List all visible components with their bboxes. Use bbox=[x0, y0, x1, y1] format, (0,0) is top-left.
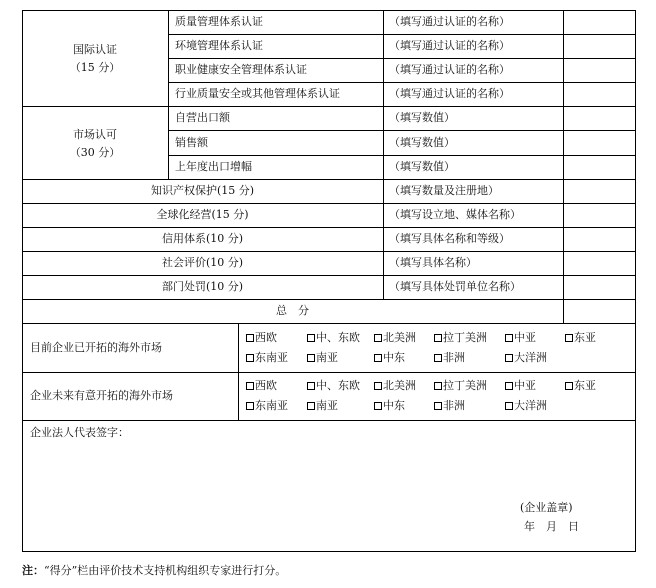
note-prefix: 注： bbox=[22, 564, 44, 577]
criterion-fill: （填写设立地、媒体名称） bbox=[389, 208, 521, 221]
current-markets-label: 目前企业已开拓的海外市场 bbox=[30, 341, 162, 354]
intl-cert-score: （15 分） bbox=[69, 61, 121, 74]
checkbox[interactable] bbox=[307, 382, 315, 390]
col-divider bbox=[168, 10, 169, 179]
footnote bbox=[22, 562, 286, 578]
row-divider bbox=[22, 203, 636, 204]
option-label: 非洲 bbox=[443, 351, 465, 364]
row-divider bbox=[168, 155, 636, 156]
market-option[interactable] bbox=[434, 379, 487, 393]
row-divider bbox=[22, 372, 636, 373]
criterion-label: 社会评价(10 分) bbox=[161, 256, 244, 269]
intl-cert-item: 质量管理体系认证 bbox=[175, 15, 263, 28]
option-label: 中东 bbox=[383, 351, 405, 364]
market-option[interactable] bbox=[374, 399, 405, 413]
market-option[interactable] bbox=[565, 379, 596, 393]
date-label[interactable]: 年 月 日 bbox=[524, 520, 579, 533]
checkbox[interactable] bbox=[307, 334, 315, 342]
intl-cert-item: 职业健康安全管理体系认证 bbox=[175, 63, 307, 76]
intl-cert-label: 国际认证 bbox=[73, 43, 117, 56]
market-recog-fill: （填写数值） bbox=[389, 111, 455, 124]
market-option[interactable] bbox=[505, 379, 536, 393]
option-label: 非洲 bbox=[443, 399, 465, 412]
checkbox[interactable] bbox=[307, 402, 315, 410]
market-option[interactable] bbox=[434, 351, 465, 365]
market-recog-label: 市场认可 bbox=[73, 128, 117, 141]
checkbox[interactable] bbox=[505, 402, 513, 410]
market-option[interactable] bbox=[434, 399, 465, 413]
option-label: 中、东欧 bbox=[316, 331, 360, 344]
intl-cert-fill: （填写通过认证的名称） bbox=[389, 15, 510, 28]
col-divider bbox=[238, 323, 239, 420]
criterion-label: 部门处罚(10 分) bbox=[161, 280, 244, 293]
col-divider bbox=[383, 10, 384, 299]
market-option[interactable] bbox=[374, 379, 416, 393]
option-label: 大洋洲 bbox=[514, 351, 547, 364]
intl-cert-item: 环境管理体系认证 bbox=[175, 39, 263, 52]
market-option[interactable] bbox=[307, 351, 338, 365]
row-divider bbox=[22, 420, 636, 421]
market-option[interactable] bbox=[246, 351, 288, 365]
row-divider bbox=[22, 275, 636, 276]
market-option[interactable] bbox=[565, 331, 596, 345]
market-recog-score: （30 分） bbox=[69, 146, 121, 159]
row-divider bbox=[22, 106, 636, 107]
future-markets-label: 企业未来有意开拓的海外市场 bbox=[30, 389, 173, 402]
checkbox[interactable] bbox=[374, 354, 382, 362]
market-option[interactable] bbox=[307, 379, 360, 393]
row-divider bbox=[22, 299, 636, 300]
criterion-label: 信用体系(10 分) bbox=[161, 232, 244, 245]
market-option[interactable] bbox=[246, 379, 277, 393]
option-label: 中东 bbox=[383, 399, 405, 412]
row-divider bbox=[168, 58, 636, 59]
checkbox[interactable] bbox=[374, 402, 382, 410]
criterion-fill: （填写具体名称） bbox=[389, 256, 477, 269]
criterion-fill: （填写数量及注册地） bbox=[389, 184, 499, 197]
market-option[interactable] bbox=[505, 351, 547, 365]
market-option[interactable] bbox=[505, 331, 536, 345]
checkbox[interactable] bbox=[505, 334, 513, 342]
option-label: 中、东欧 bbox=[316, 379, 360, 392]
market-option[interactable] bbox=[374, 331, 416, 345]
checkbox[interactable] bbox=[246, 382, 254, 390]
market-option[interactable] bbox=[246, 399, 288, 413]
row-divider bbox=[22, 251, 636, 252]
option-label: 南亚 bbox=[316, 399, 338, 412]
option-label: 拉丁美洲 bbox=[443, 331, 487, 344]
market-option[interactable] bbox=[307, 399, 338, 413]
market-recog-fill: （填写数值） bbox=[389, 136, 455, 149]
seal-label: (企业盖章) bbox=[520, 501, 573, 514]
option-label: 东南亚 bbox=[255, 399, 288, 412]
market-recog-item: 自营出口额 bbox=[175, 111, 230, 124]
option-label: 东亚 bbox=[574, 331, 596, 344]
market-recog-item: 上年度出口增幅 bbox=[175, 160, 252, 173]
row-divider bbox=[168, 82, 636, 83]
option-label: 中亚 bbox=[514, 331, 536, 344]
note-text: “得分”栏由评价技术支持机构组织专家进行打分。 bbox=[44, 564, 287, 577]
checkbox[interactable] bbox=[434, 334, 442, 342]
option-label: 东亚 bbox=[574, 379, 596, 392]
option-label: 西欧 bbox=[255, 331, 277, 344]
intl-cert-fill: （填写通过认证的名称） bbox=[389, 39, 510, 52]
total-label: 总 分 bbox=[276, 304, 309, 317]
checkbox[interactable] bbox=[565, 382, 573, 390]
option-label: 东南亚 bbox=[255, 351, 288, 364]
row-divider bbox=[168, 130, 636, 131]
intl-cert-fill: （填写通过认证的名称） bbox=[389, 63, 510, 76]
checkbox[interactable] bbox=[434, 354, 442, 362]
checkbox[interactable] bbox=[374, 382, 382, 390]
option-label: 南亚 bbox=[316, 351, 338, 364]
checkbox[interactable] bbox=[246, 402, 254, 410]
option-label: 中亚 bbox=[514, 379, 536, 392]
checkbox[interactable] bbox=[246, 354, 254, 362]
checkbox[interactable] bbox=[565, 334, 573, 342]
criterion-label: 知识产权保护(15 分) bbox=[150, 184, 255, 197]
checkbox[interactable] bbox=[374, 334, 382, 342]
market-option[interactable] bbox=[374, 351, 405, 365]
market-recog-fill: （填写数值） bbox=[389, 160, 455, 173]
checkbox[interactable] bbox=[434, 382, 442, 390]
intl-cert-item: 行业质量安全或其他管理体系认证 bbox=[175, 87, 340, 100]
market-option[interactable] bbox=[307, 331, 360, 345]
criterion-fill: （填写具体名称和等级） bbox=[389, 232, 510, 245]
criterion-label: 全球化经营(15 分) bbox=[156, 208, 249, 221]
checkbox[interactable] bbox=[505, 382, 513, 390]
market-option[interactable] bbox=[246, 331, 277, 345]
row-divider bbox=[22, 323, 636, 324]
intl-cert-fill: （填写通过认证的名称） bbox=[389, 87, 510, 100]
row-divider bbox=[22, 227, 636, 228]
option-label: 西欧 bbox=[255, 379, 277, 392]
checkbox[interactable] bbox=[307, 354, 315, 362]
row-divider bbox=[168, 34, 636, 35]
option-label: 拉丁美洲 bbox=[443, 379, 487, 392]
checkbox[interactable] bbox=[246, 334, 254, 342]
option-label: 北美洲 bbox=[383, 379, 416, 392]
option-label: 北美洲 bbox=[383, 331, 416, 344]
col-divider bbox=[563, 10, 564, 323]
signature-label[interactable]: 企业法人代表签字： bbox=[30, 426, 129, 439]
checkbox[interactable] bbox=[434, 402, 442, 410]
market-recog-item: 销售额 bbox=[175, 136, 208, 149]
market-option[interactable] bbox=[505, 399, 547, 413]
checkbox[interactable] bbox=[505, 354, 513, 362]
market-option[interactable] bbox=[434, 331, 487, 345]
criterion-fill: （填写具体处罚单位名称） bbox=[389, 280, 521, 293]
row-divider bbox=[22, 179, 636, 180]
option-label: 大洋洲 bbox=[514, 399, 547, 412]
